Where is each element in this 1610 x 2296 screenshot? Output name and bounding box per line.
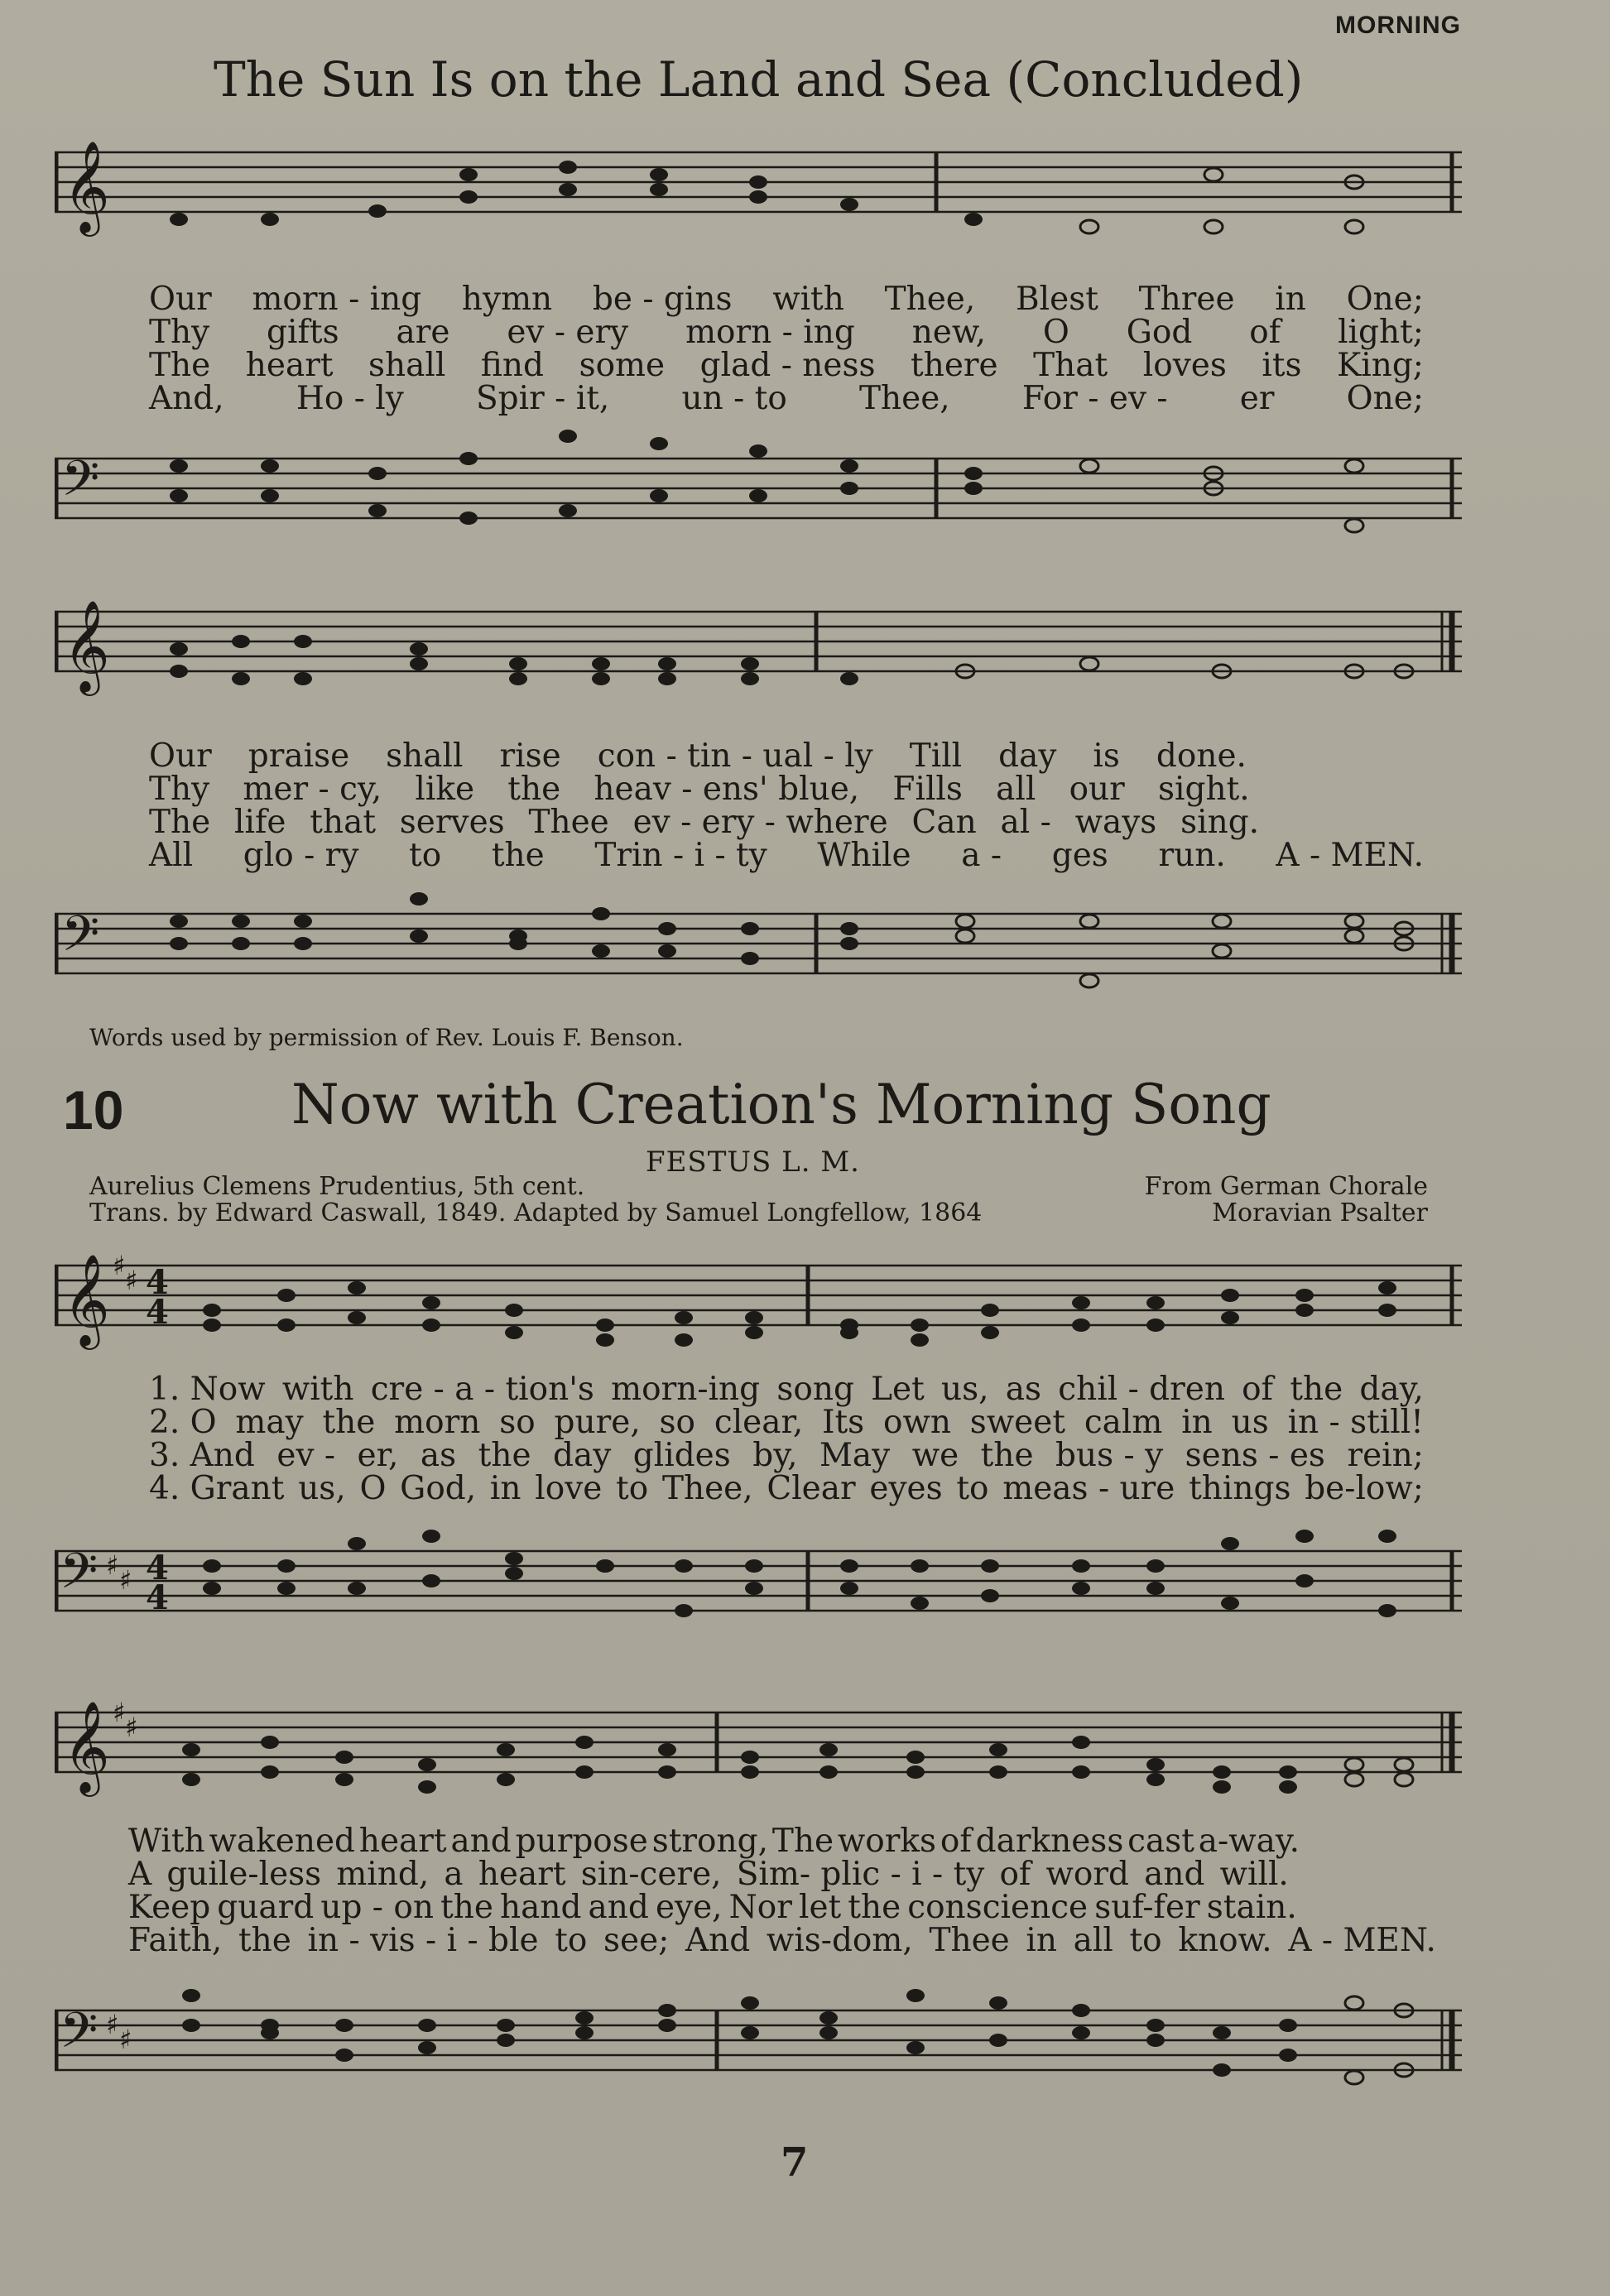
lyric-syllable: like [415, 771, 475, 808]
lyric-syllable: we [911, 1437, 959, 1474]
lyric-syllable: to [555, 1922, 588, 1959]
lyric-syllable: the [848, 1889, 901, 1926]
lyric-syllable: morn - ing [685, 314, 855, 351]
lyric-syllable: all [996, 771, 1036, 808]
lyric-syllable: in [1181, 1404, 1213, 1441]
lyric-syllable: with [281, 1371, 354, 1408]
lyric-syllable: bus - y [1055, 1437, 1164, 1474]
lyric-syllable: O [1042, 314, 1069, 351]
svg-text:𝄢: 𝄢 [61, 905, 100, 974]
lyric-syllable: sens - es [1185, 1437, 1325, 1474]
svg-text:♯: ♯ [125, 1712, 138, 1743]
svg-text:𝄞: 𝄞 [63, 1253, 110, 1346]
lyric-syllable: the [507, 771, 561, 808]
lyric-syllable: us [1231, 1404, 1269, 1441]
lyric-spacer [1283, 773, 1424, 806]
lyric-syllable: see; [603, 1922, 670, 1959]
hymn10-system1-bass-staff [55, 1506, 1462, 1672]
lyric-syllable: While [817, 837, 911, 874]
lyric-syllable: up - on [320, 1889, 434, 1926]
lyric-syllable: meas - ure [1002, 1470, 1175, 1507]
lyric-syllable: Spir - it, [475, 380, 610, 417]
lyric-syllable: song [776, 1371, 854, 1408]
lyric-line-verse1 [128, 1825, 1436, 1858]
svg-text:♯: ♯ [113, 1250, 126, 1281]
lyric-line-verse4 [128, 1924, 1436, 1957]
page-number: 7 [781, 2140, 809, 2186]
lyric-syllable: to [956, 1470, 989, 1507]
lyric-syllable: in [1026, 1922, 1057, 1959]
lyric-syllable: the [322, 1404, 376, 1441]
lyric-syllable: will. [1219, 1856, 1289, 1893]
svg-text:4: 4 [146, 1293, 169, 1332]
lyric-syllable: in - vis - i - ble [307, 1922, 539, 1959]
lyric-syllable: is [1093, 737, 1120, 775]
lyric-syllable: strong, [651, 1823, 768, 1860]
lyric-syllable: er [1239, 380, 1275, 417]
lyric-syllable: wis-dom, [766, 1922, 913, 1959]
lyric-syllable: guile-less [166, 1856, 322, 1893]
lyric-syllable: For - ev - [1021, 380, 1168, 417]
lyric-syllable: to [1129, 1922, 1162, 1959]
hymn10-system2-treble-staff [55, 1684, 1462, 1833]
svg-text:♯: ♯ [113, 1697, 126, 1728]
lyric-syllable: With [128, 1823, 205, 1860]
lyric-syllable: to [616, 1470, 649, 1507]
lyric-syllable: Thy [149, 771, 210, 808]
lyric-syllable: May [819, 1437, 891, 1474]
hymn9-title: The Sun Is on the Land and Sea (Concluded) [214, 51, 1304, 108]
lyric-syllable: praise [248, 737, 350, 775]
lyric-line-verse3 [149, 1439, 1424, 1472]
lyric-syllable: calm [1084, 1404, 1163, 1441]
lyric-syllable: Fills [892, 771, 963, 808]
lyric-syllable: un - to [681, 380, 787, 417]
lyric-syllable: ges [1051, 837, 1108, 874]
lyric-syllable: of [1242, 1371, 1274, 1408]
lyric-syllable: The [771, 1823, 834, 1860]
lyric-syllable: glides [632, 1437, 731, 1474]
lyric-syllable: some [579, 347, 666, 384]
lyric-syllable: Our [149, 737, 212, 775]
lyric-syllable: us, [941, 1371, 989, 1408]
lyric-syllable: own [882, 1404, 951, 1441]
lyric-syllable: hand [500, 1889, 582, 1926]
lyric-syllable: ev - ery [507, 314, 629, 351]
lyric-syllable: life [234, 804, 286, 841]
lyric-spacer [1304, 1891, 1436, 1924]
lyric-syllable: works [837, 1823, 937, 1860]
tune-name: FESTUS L. M. [646, 1146, 860, 1179]
translator-line: Trans. by Edward Caswall, 1849. Adapted by Samuel Longfellow, 1864 [89, 1198, 983, 1227]
lyric-syllable: guard [217, 1889, 315, 1926]
lyric-syllable: word [1045, 1856, 1129, 1893]
lyric-syllable: as [1005, 1371, 1042, 1408]
lyric-syllable: heart [245, 347, 334, 384]
lyric-syllable: shall [386, 737, 464, 775]
lyric-syllable: be-low; [1305, 1470, 1424, 1507]
lyric-syllable: morn [394, 1404, 481, 1441]
lyric-syllable: mind, [336, 1856, 430, 1893]
lyric-spacer [1283, 806, 1424, 839]
lyric-syllable: One; [1346, 281, 1424, 318]
lyric-line-verse4 [149, 382, 1424, 415]
lyric-syllable: eye, [655, 1889, 723, 1926]
svg-text:♯: ♯ [119, 2024, 132, 2055]
svg-text:♯: ♯ [119, 1564, 132, 1596]
lyric-syllable: chil - dren [1058, 1371, 1225, 1408]
lyric-syllable: rein; [1347, 1437, 1424, 1474]
hymn9-system2-treble-staff [55, 584, 1462, 716]
lyric-syllable: things [1189, 1470, 1291, 1507]
lyric-syllable: to [409, 837, 442, 874]
hymn10-system1-lyrics [149, 1373, 1424, 1506]
svg-text:4: 4 [146, 1263, 169, 1302]
hymn10-system2-lyrics [128, 1825, 1436, 1957]
lyric-syllable: gifts [267, 314, 339, 351]
lyric-syllable: er, [357, 1437, 399, 1474]
hymn9-system1-bass-staff [55, 422, 1462, 571]
music-credit [1145, 1174, 1428, 1227]
lyric-syllable: conscience [907, 1889, 1089, 1926]
lyric-syllable: sin-cere, [580, 1856, 722, 1893]
lyric-syllable: and [450, 1823, 512, 1860]
lyric-syllable: that [310, 804, 376, 841]
amen-label: A - MEN. [1276, 837, 1424, 874]
lyric-syllable: 1. Now [149, 1371, 266, 1408]
lyric-syllable: find [480, 347, 545, 384]
lyric-syllable: Ho - ly [296, 380, 404, 417]
svg-text:4: 4 [146, 1578, 169, 1617]
author-line: Aurelius Clemens Prudentius, 5th cent. [89, 1172, 585, 1201]
lyric-syllable: sing. [1180, 804, 1260, 841]
lyric-syllable: Sim- plic - i - ty [736, 1856, 985, 1893]
lyric-syllable: of [1249, 314, 1281, 351]
lyric-syllable: ev - ery - where [632, 804, 888, 841]
lyric-syllable: all [1073, 1922, 1113, 1959]
lyric-line-verse3 [128, 1891, 1436, 1924]
lyric-syllable: Keep [128, 1889, 211, 1926]
lyric-syllable: The [149, 347, 211, 384]
lyric-syllable: pure, [554, 1404, 641, 1441]
lyric-syllable: of [999, 1856, 1031, 1893]
lyric-line-verse1 [149, 737, 1424, 775]
svg-text:𝄞: 𝄞 [63, 599, 110, 692]
source-line: Moravian Psalter [1212, 1198, 1428, 1227]
lyric-syllable: And, [149, 380, 224, 417]
lyric-syllable: Nor [728, 1889, 792, 1926]
lyric-syllable: the [238, 1922, 291, 1959]
lyric-syllable: rise [499, 737, 561, 775]
lyric-syllable: Till [909, 737, 963, 775]
lyric-syllable: mer - cy, [243, 771, 382, 808]
hymn10-system1-treble-staff [55, 1237, 1462, 1370]
lyric-syllable: and [1144, 1856, 1205, 1893]
hymn10-title: Now with Creation's Morning Song [291, 1073, 1271, 1136]
lyric-line-verse3 [149, 349, 1424, 382]
lyric-syllable: darkness [975, 1823, 1124, 1860]
lyric-syllable: al - [1000, 804, 1051, 841]
lyric-syllable: Faith, [128, 1922, 223, 1959]
lyric-line-verse2 [149, 773, 1424, 806]
lyric-syllable: shall [368, 347, 446, 384]
lyric-syllable: Blest [1015, 281, 1098, 318]
hymn9-system1-treble-staff [55, 124, 1462, 257]
lyric-syllable: be - gins [592, 281, 733, 318]
lyric-syllable: Let [871, 1371, 925, 1408]
lyric-syllable: serves [399, 804, 505, 841]
svg-text:♯: ♯ [106, 2009, 119, 2040]
lyric-spacer [1304, 1825, 1436, 1858]
lyric-syllable: Thy [149, 314, 210, 351]
lyric-syllable: in [1275, 281, 1306, 318]
lyric-syllable: glo - ry [243, 837, 359, 874]
lyric-syllable: day [553, 1437, 612, 1474]
hymn-number: 10 [63, 1079, 124, 1141]
lyric-syllable: All [149, 837, 194, 874]
lyric-syllable: Its [822, 1404, 865, 1441]
lyric-syllable: morn-ing [611, 1371, 761, 1408]
lyric-syllable: by, [752, 1437, 798, 1474]
hymn10-system2-bass-staff [55, 1966, 1462, 2131]
lyric-syllable: One; [1346, 380, 1424, 417]
lyric-syllable: Three [1138, 281, 1235, 318]
svg-text:♯: ♯ [106, 1549, 119, 1581]
lyric-syllable: with [772, 281, 844, 318]
lyric-syllable: suf-fer [1094, 1889, 1200, 1926]
lyric-syllable: heart [358, 1823, 447, 1860]
svg-text:𝄢: 𝄢 [60, 2001, 99, 2071]
lyric-syllable: of [940, 1823, 972, 1860]
svg-text:𝄞: 𝄞 [63, 1700, 110, 1793]
lyric-syllable: Thee [929, 1922, 1010, 1959]
svg-text:♯: ♯ [125, 1265, 138, 1296]
lyric-syllable: sweet [969, 1404, 1066, 1441]
hymn9-system2-lyrics [149, 737, 1424, 874]
lyric-syllable: the [440, 1889, 493, 1926]
svg-text:𝄢: 𝄢 [61, 449, 100, 519]
lyric-syllable: in [489, 1470, 521, 1507]
lyric-syllable: a-way. [1198, 1823, 1300, 1860]
lyric-syllable: new, [911, 314, 987, 351]
lyric-syllable: O [359, 1470, 387, 1507]
lyric-syllable: That [1033, 347, 1108, 384]
lyric-syllable: ev - [276, 1437, 336, 1474]
lyric-syllable: Can [911, 804, 977, 841]
lyric-syllable: loves [1142, 347, 1227, 384]
lyric-syllable: the [478, 1437, 531, 1474]
lyric-syllable: the [491, 837, 545, 874]
lyric-line-verse3 [149, 806, 1424, 839]
lyric-syllable: clear, [714, 1404, 804, 1441]
lyric-line-verse4 [149, 1472, 1424, 1506]
lyric-syllable: cast [1127, 1823, 1194, 1860]
lyric-syllable: the [980, 1437, 1034, 1474]
lyric-syllable: us, [298, 1470, 346, 1507]
lyric-syllable: Clear [767, 1470, 856, 1507]
lyric-syllable: run. [1158, 837, 1226, 874]
lyric-syllable: purpose [515, 1823, 648, 1860]
lyric-syllable: eyes [869, 1470, 943, 1507]
lyric-syllable: King; [1337, 347, 1424, 384]
author-credit [89, 1174, 982, 1227]
lyric-syllable: light; [1338, 314, 1424, 351]
lyric-syllable: know. [1178, 1922, 1272, 1959]
lyric-syllable: a - [961, 837, 1002, 874]
lyric-syllable: done. [1156, 737, 1247, 775]
lyric-syllable: glad - ness [699, 347, 876, 384]
lyric-syllable: Thee, [859, 380, 950, 417]
lyric-syllable: sight. [1158, 771, 1250, 808]
lyric-syllable: a [444, 1856, 464, 1893]
amen-label: A - MEN. [1288, 1922, 1436, 1959]
lyric-syllable: con - tin - ual - ly [597, 737, 873, 775]
svg-text:4: 4 [146, 1549, 169, 1588]
hymn9-system2-bass-staff [55, 877, 1462, 1026]
lyric-syllable: day, [1359, 1371, 1424, 1408]
lyric-line-verse1 [149, 1373, 1424, 1406]
lyric-syllable: Thee, [661, 1470, 753, 1507]
lyric-syllable: its [1262, 347, 1302, 384]
lyric-syllable: let [798, 1889, 842, 1926]
lyric-spacer [1304, 1858, 1436, 1891]
source-line: From German Chorale [1144, 1172, 1428, 1201]
lyric-syllable: Thee, [884, 281, 976, 318]
lyric-line-verse2 [128, 1858, 1436, 1891]
lyric-syllable: our [1069, 771, 1125, 808]
lyric-syllable: in - still! [1287, 1404, 1424, 1441]
lyric-syllable: cre - a - tion's [370, 1371, 594, 1408]
lyric-syllable: the [1290, 1371, 1343, 1408]
lyric-syllable: 4. Grant [149, 1470, 285, 1507]
lyric-syllable: are [396, 314, 450, 351]
lyric-syllable: 2. O [149, 1404, 217, 1441]
lyric-syllable: Thee [528, 804, 609, 841]
lyric-syllable: wakened [209, 1823, 356, 1860]
lyric-syllable: God [1126, 314, 1193, 351]
section-label: MORNING [1335, 12, 1461, 39]
lyric-line-verse4 [149, 839, 1424, 872]
lyric-syllable: morn - ing [252, 281, 422, 318]
lyric-syllable: And [685, 1922, 751, 1959]
lyric-line-verse2 [149, 1406, 1424, 1439]
svg-text:𝄢: 𝄢 [60, 1542, 99, 1612]
lyric-syllable: and [588, 1889, 649, 1926]
lyric-syllable: love [535, 1470, 603, 1507]
lyric-syllable: 3. And [149, 1437, 255, 1474]
lyric-syllable: A [128, 1856, 152, 1893]
hymn9-system1-lyrics [149, 283, 1424, 415]
svg-text:𝄞: 𝄞 [63, 140, 110, 233]
lyric-syllable: may [235, 1404, 304, 1441]
lyric-line-verse1 [149, 283, 1424, 316]
lyric-syllable: day [998, 737, 1057, 775]
lyric-syllable: hymn [461, 281, 553, 318]
lyric-syllable: The [149, 804, 211, 841]
lyric-syllable: heav - ens' blue, [594, 771, 860, 808]
lyric-syllable: Trin - i - ty [594, 837, 767, 874]
lyric-syllable: as [420, 1437, 457, 1474]
lyric-syllable: there [911, 347, 998, 384]
lyric-syllable: heart [478, 1856, 566, 1893]
lyric-syllable: ways [1074, 804, 1157, 841]
lyric-line-verse2 [149, 316, 1424, 349]
lyric-syllable: so [659, 1404, 696, 1441]
lyric-syllable: stain. [1206, 1889, 1297, 1926]
lyric-syllable: so [499, 1404, 536, 1441]
lyric-spacer [1283, 740, 1424, 773]
lyric-syllable: God, [400, 1470, 477, 1507]
lyric-syllable: Our [149, 281, 212, 318]
permission-note: Words used by permission of Rev. Louis F. Benson. [89, 1024, 684, 1051]
